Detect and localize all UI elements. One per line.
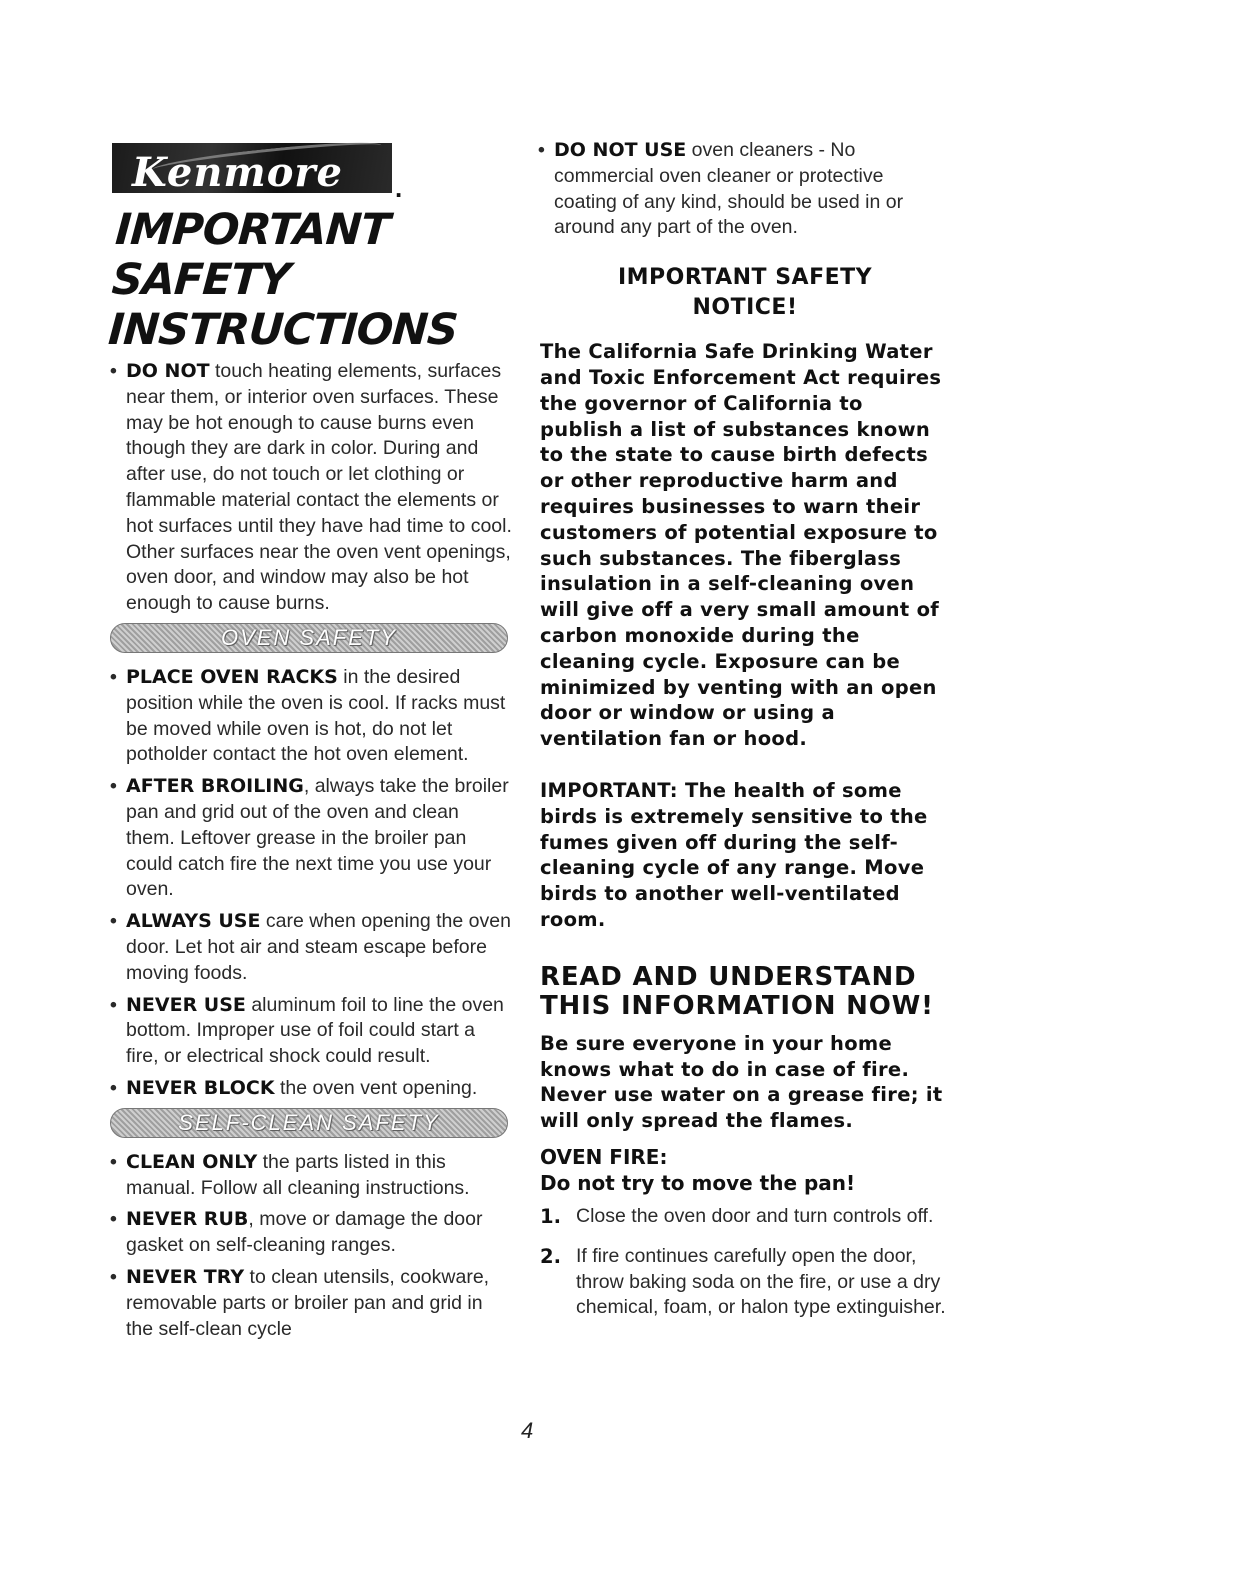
logo-dot: . [395,173,403,203]
bullet-dot: • [110,665,117,688]
bullet-text: touch heating elements, surfaces near them, or interior oven surfaces. These may be hot enough to cause burns even though they are dark in color. During and after use, do not touch or let clothing or flammable material contact the elements or hot surfaces until they have had time to cool. Other surfaces near the oven vent openings, oven door, and window may also be hot enough to cause burns. [126,360,512,615]
fire-instructions-paragraph: Be sure everyone in your home knows what to do in case of fire. Never use water on a grease fire; it will only spread the flames. [540,1031,943,1133]
oven-safety-banner [110,623,508,653]
birds-warning-paragraph: IMPORTANT: The health of some birds is extremely sensitive to the fumes given off during the self-cleaning cycle of any range. Move birds to another well-ventilated room. [540,778,928,931]
bullet-keyword: ALWAYS USE [126,910,261,933]
bullet-keyword: NEVER TRY [126,1265,245,1288]
bullet-text: the parts listed in this manual. Follow all cleaning instructions. [126,1150,470,1199]
oven-fire-steps [540,1204,950,1321]
left-column [106,143,512,1348]
self-clean-safety-banner [110,1108,508,1138]
oven-fire-section [540,1144,950,1196]
step-item [540,1204,950,1230]
banner-label: OVEN SAFETY [220,624,398,650]
bullet-text: aluminum foil to line the oven bottom. Improper use of foil could start a fire, or electrical shock could result. [126,993,504,1068]
bullet-group-1 [112,359,512,617]
bullet-text: the oven vent opening. [274,1076,478,1099]
read-understand-heading: READ AND UNDERSTAND THIS INFORMATION NOW! [540,961,934,1021]
safety-bullet [112,774,512,903]
title-line-1: IMPORTANT SAFETY [110,205,391,305]
bullet-text: in the desired position while the oven is cool. If racks must be moved while oven is hot, do not let potholder contact the hot oven element. [126,665,506,766]
step-text: If fire continues carefully open the door, throw baking soda on the fire, or use a dry chemical, foam, or halon type extinguisher. [576,1244,946,1319]
oven-fire-label: OVEN FIRE: [540,1144,668,1169]
bullet-dot: • [110,910,117,933]
safety-bullet [112,1265,512,1342]
step-item [540,1244,950,1321]
bullet-group-2 [112,665,512,1102]
banner-label: SELF-CLEAN SAFETY [178,1109,440,1135]
bullet-dot: • [110,1150,117,1173]
safety-notice-title [540,263,950,323]
bullet-dot: • [110,1265,117,1288]
bullet-dot: • [110,360,117,382]
safety-bullet [112,665,512,768]
bullet-keyword: NEVER RUB [126,1208,249,1231]
bullet-dot: • [110,1076,117,1099]
page-number: 4 [521,1418,534,1443]
notice-title-line-1: IMPORTANT SAFETY [617,265,873,291]
bullet-text: , move or damage the door gasket on self-cleaning ranges. [126,1208,483,1257]
right-column [540,138,950,1327]
bullet-keyword: DO NOT [126,360,210,382]
page-title [107,205,517,355]
bullet-dot: • [110,993,117,1016]
notice-title-line-2: NOTICE! [692,295,798,321]
safety-bullet [112,1150,512,1202]
safety-bullet [540,138,950,241]
step-number: 1. [540,1204,561,1228]
bullet-text: oven cleaners - No commercial oven cleaner or protective coating of any kind, should be used in or around any part of the oven. [554,139,904,239]
california-notice-paragraph: The California Safe Drinking Water and Toxic Enforcement Act requires the governor of California to publish a list of substances known to the state to cause birth defects or other reproductive harm and requires businesses to warn their customers of potential exposure to such substances. The fiberglass insulation in a self-cleaning oven will give off a very small amount of carbon monoxide during the cleaning cycle. Exposure can be minimized by venting with an open door or window or using a ventilation fan or hood. [540,340,942,751]
bullet-text: , always take the broiler pan and grid out of the oven and clean them. Leftover grease in the broiler pan could catch fire the next time you use your oven. [126,775,509,901]
safety-bullet [112,993,512,1070]
kenmore-logo [112,143,403,203]
bullet-keyword: NEVER BLOCK [126,1076,275,1099]
bullet-keyword: DO NOT USE [554,139,687,161]
bullet-dot: • [110,775,117,798]
safety-bullet [112,1076,512,1102]
oven-fire-subtitle: Do not try to move the pan! [540,1170,856,1195]
bullet-keyword: CLEAN ONLY [126,1150,258,1173]
title-line-2: INSTRUCTIONS [106,305,459,355]
bullet-dot: • [110,1208,117,1231]
safety-bullet [112,909,512,986]
bullet-dot: • [538,139,545,161]
safety-bullet [112,359,512,617]
step-number: 2. [540,1244,561,1268]
safety-bullet [112,1207,512,1259]
bullet-keyword: PLACE OVEN RACKS [126,665,338,688]
logo-text: Kenmore [132,149,343,196]
bullet-keyword: NEVER USE [126,993,246,1016]
bullet-group-3 [112,1150,512,1343]
step-text: Close the oven door and turn controls off. [576,1204,934,1227]
bullet-text: care when opening the oven door. Let hot air and steam escape before moving foods. [126,910,511,984]
bullet-text: to clean utensils, cookware, removable parts or broiler pan and grid in the self-clean cycle [126,1265,490,1340]
bullet-keyword: AFTER BROILING [126,775,304,798]
